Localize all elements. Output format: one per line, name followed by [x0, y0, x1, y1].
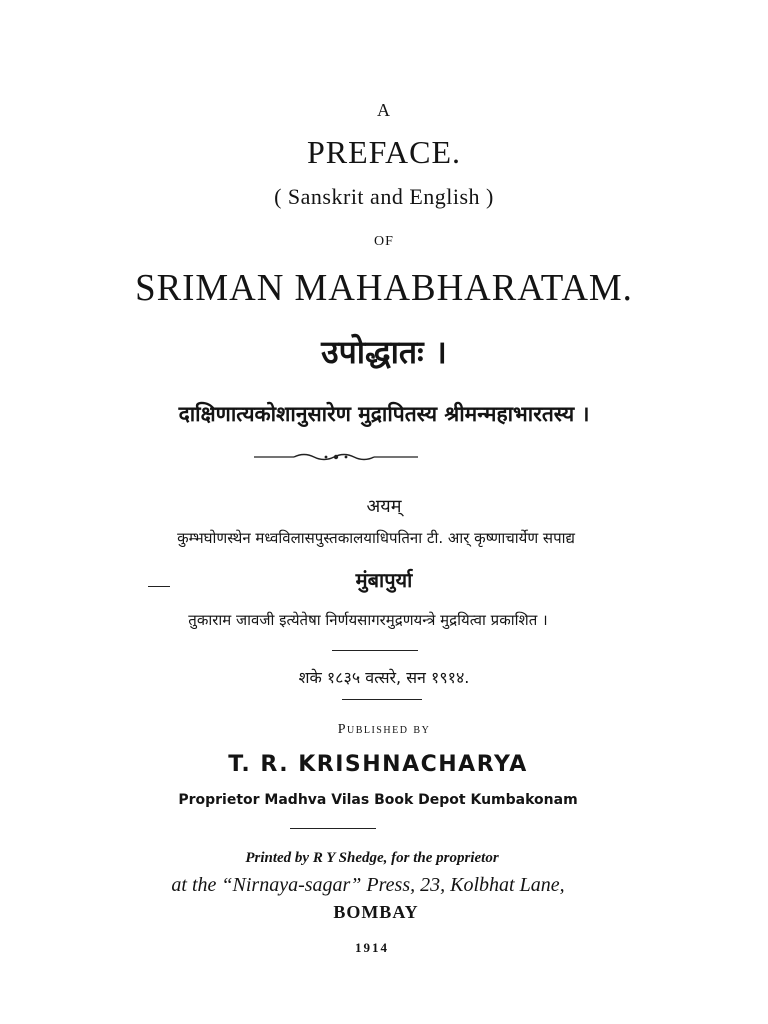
compiler-line: कुम्भघोणस्थेन मध्वविलासपुस्तकालयाधिपतिना टी. आर् कृष्णाचार्येण सपाद्य [177, 529, 575, 547]
date-devanagari: शके १८३५ वत्सरे, सन १९१४. [298, 668, 470, 687]
press-line: at the “Nirnaya-sagar” Press, 23, Kolbhat Lane, [171, 874, 565, 896]
publisher-description: Proprietor Madhva Vilas Book Depot Kumbakonam [178, 792, 578, 808]
printer-line-devanagari: तुकाराम जावजी इत्येतेषा निर्णयसागरमुद्रणयन्त्रे मुद्रयित्वा प्रकाशित । [188, 611, 548, 629]
city-line: BOMBAY [333, 902, 419, 922]
languages-line: ( Sanskrit and English ) [274, 184, 494, 209]
of-line: OF [374, 234, 394, 249]
rule-1 [332, 650, 418, 651]
rule-2 [342, 699, 422, 700]
upodghata-heading: उपोद्धातः । [321, 333, 447, 371]
printed-by-line: Printed by R Y Shedge, for the proprietor [245, 850, 499, 866]
published-by: Published by [337, 722, 431, 737]
work-title: SRIMAN MAHABHARATAM. [135, 267, 633, 309]
year-line: 1914 [355, 940, 389, 955]
ayam-line: अयम् [366, 496, 402, 517]
ornament-divider [254, 450, 418, 464]
article-a: A [377, 100, 391, 120]
mumbapuryam-line: मुंबापुर्या [355, 568, 413, 592]
preface-heading: PREFACE. [306, 134, 462, 170]
devanagari-subtitle: दाक्षिणात्यकोशानुसारेण मुद्रापितस्य श्रीमन्महाभारतस्य । [178, 402, 590, 426]
short-dash-left [148, 586, 170, 587]
rule-3 [290, 828, 376, 829]
publisher-name: T. R. KRISHNACHARYA [228, 752, 528, 777]
